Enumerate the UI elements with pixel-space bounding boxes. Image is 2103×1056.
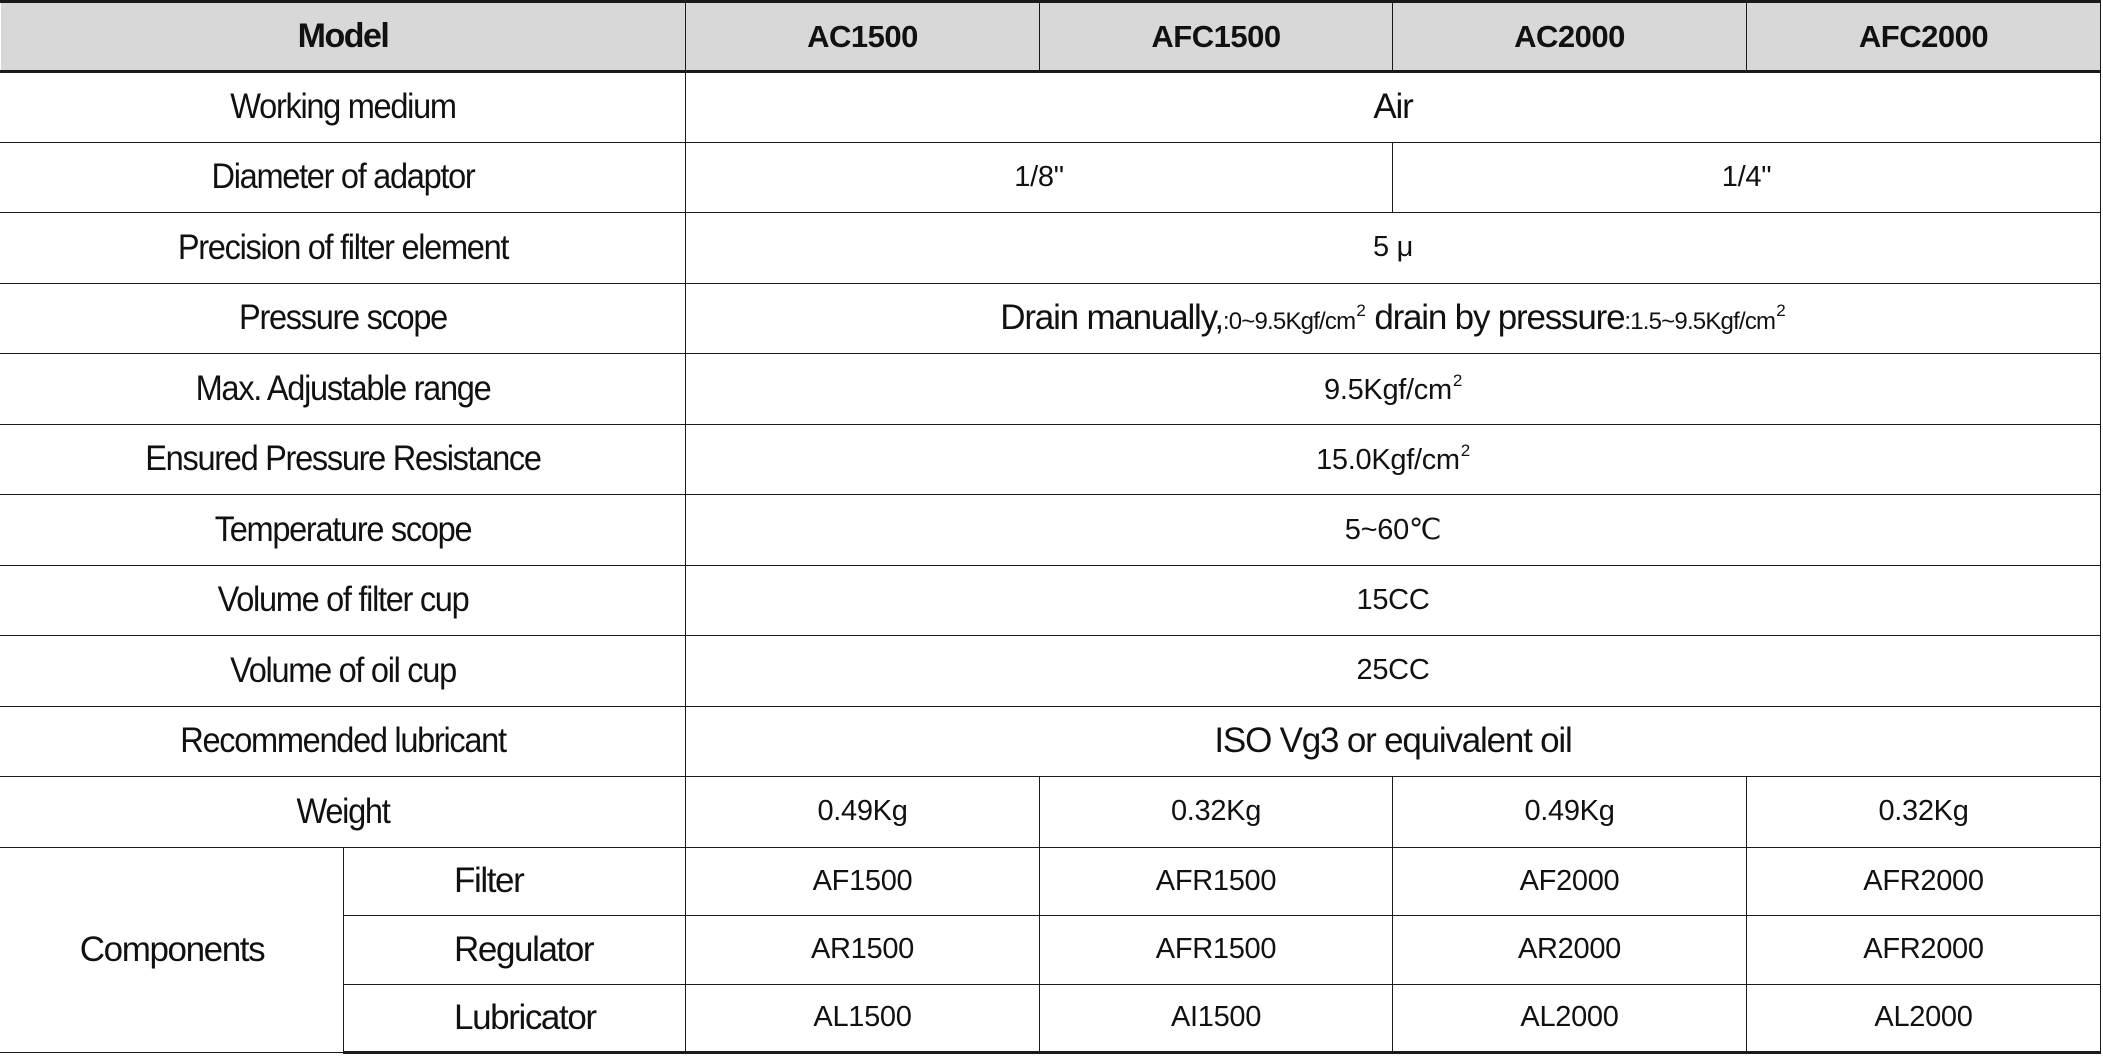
row-temperature — [1, 495, 2101, 566]
components-label: Components — [1, 847, 344, 1053]
row-filter-cup — [1, 565, 2101, 636]
temperature-label: Temperature scope — [214, 509, 472, 549]
filter-cup-label: Volume of filter cup — [217, 580, 469, 620]
pressure-scope-label: Pressure scope — [239, 298, 447, 338]
row-components-filter — [1, 847, 2101, 916]
ensured-pressure-text: 15.0Kgf/cm — [1316, 444, 1460, 477]
components-filter-label: Filter — [344, 847, 686, 916]
max-adjustable-value — [686, 354, 2101, 425]
row-diameter-adaptor — [1, 142, 2101, 213]
max-adjustable-text: 9.5Kgf/cm — [1323, 373, 1452, 406]
lubricant-value: ISO Vg3 or equivalent oil — [686, 706, 2101, 777]
row-working-medium — [1, 72, 2101, 143]
components-regulator-label: Regulator — [344, 916, 686, 985]
weight-afc2000: 0.32Kg — [1747, 777, 2101, 848]
weight-afc1500: 0.32Kg — [1040, 777, 1393, 848]
lubricator-afc1500: AI1500 — [1040, 984, 1393, 1053]
max-adjustable-label: Max. Adjustable range — [195, 368, 491, 408]
regulator-afc2000: AFR2000 — [1747, 916, 2101, 985]
filter-afc1500: AFR1500 — [1040, 847, 1393, 916]
weight-ac1500: 0.49Kg — [686, 777, 1040, 848]
row-pressure-scope — [1, 283, 2101, 354]
header-row — [1, 2, 2101, 72]
model-afc2000-header: AFC2000 — [1747, 2, 2101, 72]
model-ac2000-header: AC2000 — [1393, 2, 1747, 72]
oil-cup-label: Volume of oil cup — [230, 650, 456, 690]
oil-cup-value: 25CC — [686, 636, 2101, 707]
drain-pressure-sup: 2 — [1776, 301, 1786, 321]
precision-value: 5 μ — [686, 213, 2101, 284]
components-lubricator-label: Lubricator — [344, 984, 686, 1053]
pressure-scope-value — [686, 283, 2101, 354]
drain-pressure-value: :1.5~9.5Kgf/cm — [1624, 308, 1776, 336]
weight-label: Weight — [296, 791, 390, 831]
filter-ac2000: AF2000 — [1393, 847, 1747, 916]
ensured-pressure-label: Ensured Pressure Resistance — [145, 439, 541, 479]
model-header: Model — [1, 2, 686, 72]
working-medium-label: Working medium — [230, 87, 456, 127]
drain-manual-label: Drain manually, — [1000, 298, 1223, 338]
temperature-value: 5~60℃ — [686, 495, 2101, 566]
working-medium-value: Air — [686, 72, 2101, 143]
diameter-adaptor-label: Diameter of adaptor — [211, 157, 475, 197]
regulator-ac2000: AR2000 — [1393, 916, 1747, 985]
row-precision — [1, 213, 2101, 284]
row-weight — [1, 777, 2101, 848]
regulator-afc1500: AFR1500 — [1040, 916, 1393, 985]
ensured-pressure-value — [686, 424, 2101, 495]
diameter-adaptor-2000-value: 1/4" — [1393, 142, 2101, 213]
row-ensured-pressure — [1, 424, 2101, 495]
drain-manual-sup: 2 — [1356, 301, 1366, 321]
lubricant-label: Recommended lubricant — [180, 721, 506, 761]
row-max-adjustable — [1, 354, 2101, 425]
precision-label: Precision of filter element — [177, 227, 509, 267]
filter-cup-value: 15CC — [686, 565, 2101, 636]
lubricator-ac2000: AL2000 — [1393, 984, 1747, 1053]
drain-pressure-label: drain by pressure — [1365, 298, 1625, 338]
model-ac1500-header: AC1500 — [686, 2, 1040, 72]
lubricator-afc2000: AL2000 — [1747, 984, 2101, 1053]
row-lubricant — [1, 706, 2101, 777]
filter-afc2000: AFR2000 — [1747, 847, 2101, 916]
lubricator-ac1500: AL1500 — [686, 984, 1040, 1053]
model-afc1500-header: AFC1500 — [1040, 2, 1393, 72]
weight-ac2000: 0.49Kg — [1393, 777, 1747, 848]
max-adjustable-sup: 2 — [1452, 370, 1462, 390]
filter-ac1500: AF1500 — [686, 847, 1040, 916]
regulator-ac1500: AR1500 — [686, 916, 1040, 985]
diameter-adaptor-1500-value: 1/8" — [686, 142, 1393, 213]
row-oil-cup — [1, 636, 2101, 707]
drain-manual-value: :0~9.5Kgf/cm — [1222, 308, 1356, 336]
ensured-pressure-sup: 2 — [1460, 441, 1470, 461]
